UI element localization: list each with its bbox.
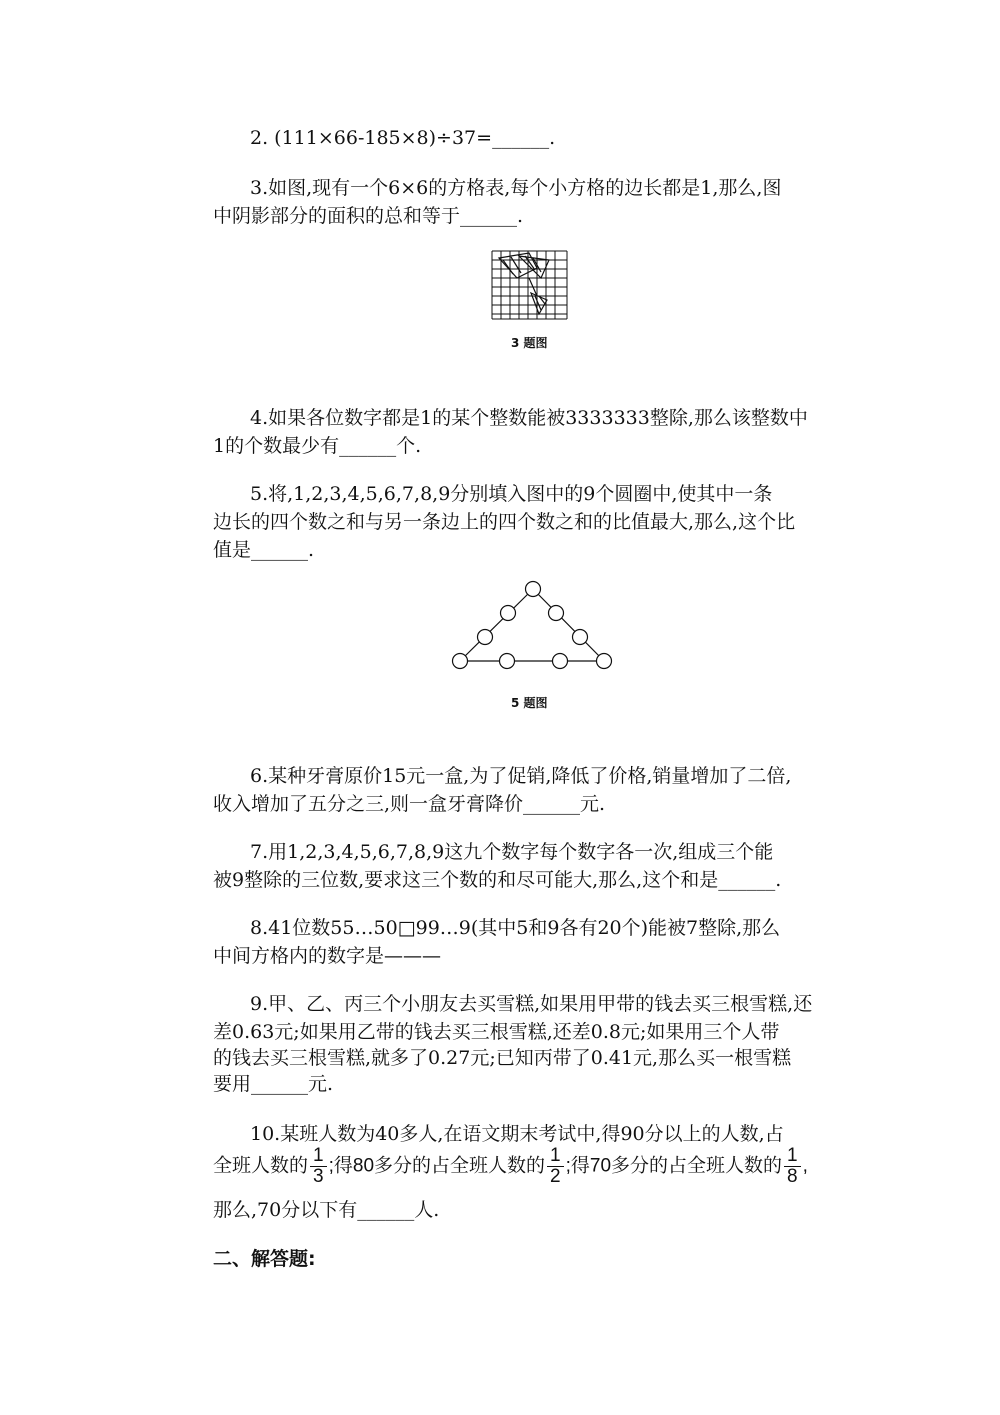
fraction-numerator: 1 — [547, 1146, 564, 1167]
question-5-line3: 值是______. — [213, 539, 315, 561]
question-2: 2. (111×66-185×8)÷37=______. — [250, 127, 556, 149]
fraction-one-half — [547, 1146, 564, 1187]
question-10-line3: 那么,70分以下有______人. — [213, 1199, 440, 1221]
circle-node — [453, 654, 468, 669]
question-6-line2: 收入增加了五分之三,则一盒牙膏降价______元. — [213, 793, 606, 815]
question-9-line3: 的钱去买三根雪糕,就多了0.27元;已知丙带了0.41元,那么买一根雪糕 — [213, 1047, 792, 1069]
question-3-line2: 中阴影部分的面积的总和等于______. — [213, 205, 524, 227]
fraction-denominator: 2 — [550, 1166, 561, 1187]
question-7-line1: 7.用1,2,3,4,5,6,7,8,9这九个数字每个数字各一次,组成三个能 — [250, 841, 774, 863]
question-4-line2: 1的个数最少有______个. — [213, 435, 422, 457]
fraction-denominator: 8 — [787, 1166, 798, 1187]
question-7-line2: 被9整除的三位数,要求这三个数的和尽可能大,那么,这个和是______. — [213, 869, 782, 891]
circle-node — [549, 606, 564, 621]
question-6-line1: 6.某种牙膏原价15元一盒,为了促销,降低了价格,销量增加了二倍, — [250, 765, 792, 787]
question-5-line1: 5.将,1,2,3,4,5,6,7,8,9分别填入图中的9个圆圈中,使其中一条 — [250, 483, 773, 505]
question-9-line4: 要用______元. — [213, 1073, 334, 1095]
text-segment: , — [802, 1155, 808, 1177]
text-segment: ;得80多分的占全班人数的 — [328, 1155, 546, 1177]
circle-node — [526, 582, 541, 597]
question-9-line1: 9.甲、乙、丙三个小朋友去买雪糕,如果用甲带的钱去买三根雪糕,还 — [250, 993, 813, 1015]
circle-node — [500, 654, 515, 669]
circle-node — [553, 654, 568, 669]
circle-node — [597, 654, 612, 669]
fraction-denominator: 3 — [313, 1166, 324, 1187]
question-3-line1: 3.如图,现有一个6×6的方格表,每个小方格的边长都是1,那么,图 — [250, 177, 782, 199]
text-segment: ;得70多分的占全班人数的 — [565, 1155, 783, 1177]
question-4-line1: 4.如果各位数字都是1的某个整数能被3333333整除,那么该整数中 — [250, 407, 808, 429]
fraction-one-eighth — [784, 1146, 801, 1187]
question-10-line1: 10.某班人数为40多人,在语文期末考试中,得90分以上的人数,占 — [250, 1123, 784, 1145]
question-10-line2 — [213, 1146, 808, 1187]
triangle-figure — [448, 575, 618, 675]
fraction-one-third — [310, 1146, 327, 1187]
figure-5-caption: 5 题图 — [511, 696, 548, 710]
figure-3-caption: 3 题图 — [511, 336, 548, 350]
question-8-line2: 中间方格内的数字是——— — [213, 945, 442, 967]
fraction-numerator: 1 — [310, 1146, 327, 1167]
circle-node — [478, 630, 493, 645]
fraction-numerator: 1 — [784, 1146, 801, 1167]
circle-node — [573, 630, 588, 645]
grid-figure — [489, 248, 571, 322]
question-8-line1: 8.41位数55…50□99…9(其中5和9各有20个)能被7整除,那么 — [250, 917, 781, 939]
text-segment: 全班人数的 — [213, 1155, 309, 1177]
section-heading: 二、解答题: — [213, 1248, 316, 1270]
question-5-line2: 边长的四个数之和与另一条边上的四个数之和的比值最大,那么,这个比 — [213, 511, 796, 533]
question-9-line2: 差0.63元;如果用乙带的钱去买三根雪糕,还差0.8元;如果用三个人带 — [213, 1021, 780, 1043]
circle-node — [501, 606, 516, 621]
